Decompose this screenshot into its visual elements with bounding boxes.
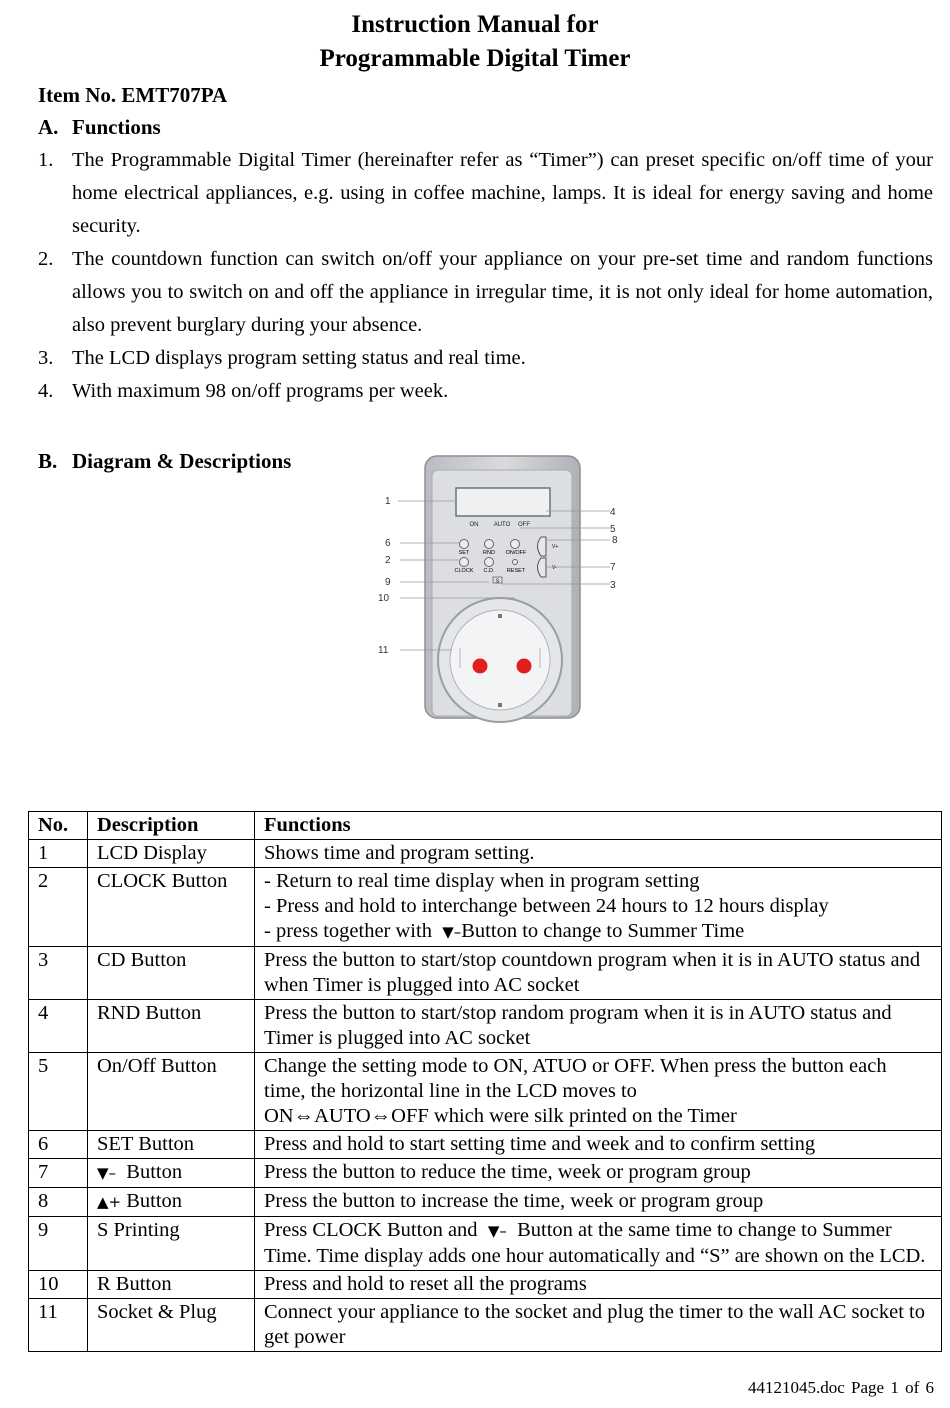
cell-no: 1 bbox=[29, 840, 88, 868]
cell-description bbox=[88, 1159, 255, 1188]
onoff-button-icon bbox=[511, 540, 520, 549]
line-text: Button to change to Summer Time bbox=[461, 920, 745, 942]
callout-11: 11 bbox=[378, 645, 389, 656]
cell-functions: Press the button to start/stop countdown program when it is in AUTO status and when Timer is plugged into AC socket bbox=[255, 947, 942, 1000]
table-row bbox=[29, 1159, 942, 1188]
function-text: The Programmable Digital Timer (hereinafter refer as “Timer”) can preset specific on/off time of your home electrical appliances, e.g. using in coffee machine, lamps. It is ideal for energy saving and home security. bbox=[72, 149, 933, 237]
cd-button-icon bbox=[485, 558, 494, 567]
title-line-2: Programmable Digital Timer bbox=[319, 45, 631, 72]
cell-description: On/Off Button bbox=[88, 1053, 255, 1131]
lcd-label-auto: AUTO bbox=[493, 522, 511, 528]
callout-1: 1 bbox=[385, 496, 391, 507]
function-number: 2. bbox=[38, 248, 54, 270]
cell-no: 2 bbox=[29, 868, 88, 947]
up-plus-icon: ▲+ bbox=[97, 1193, 122, 1211]
description-text: Button bbox=[126, 1161, 183, 1183]
function-number: 3. bbox=[38, 347, 54, 369]
up-button-icon bbox=[538, 537, 547, 556]
description-table bbox=[28, 811, 942, 1352]
line-text: Press CLOCK Button and bbox=[264, 1219, 478, 1241]
callout-5: 5 bbox=[610, 524, 616, 535]
lcd-label-off: OFF bbox=[518, 522, 530, 528]
cell-functions: Connect your appliance to the socket and plug the timer to the wall AC socket to get power bbox=[255, 1299, 942, 1352]
section-b-letter: B. bbox=[38, 449, 58, 473]
socket-pin-right-icon bbox=[517, 659, 532, 674]
function-item-3 bbox=[38, 342, 933, 375]
function-text: The LCD displays program setting status and real time. bbox=[72, 347, 526, 369]
header-no: No. bbox=[29, 812, 88, 840]
cell-functions bbox=[255, 840, 942, 868]
section-a-letter: A. bbox=[38, 115, 59, 139]
cell-no: 3 bbox=[29, 947, 88, 1000]
cell-description: CLOCK Button bbox=[88, 868, 255, 947]
v-down-label: V- bbox=[552, 565, 557, 571]
description-text: Button bbox=[126, 1190, 183, 1212]
function-line: ON⇔AUTO⇔OFF which were silk printed on the Timer bbox=[264, 1105, 737, 1127]
callout-6: 6 bbox=[385, 538, 391, 549]
cell-no: 4 bbox=[29, 1000, 88, 1053]
cell-description: Socket & Plug bbox=[88, 1299, 255, 1352]
header-functions: Functions bbox=[255, 812, 942, 840]
earth-clip-top bbox=[498, 614, 502, 618]
cell-functions bbox=[255, 1217, 942, 1271]
callout-9: 9 bbox=[385, 577, 391, 588]
callout-3: 3 bbox=[610, 580, 616, 591]
timer-diagram bbox=[370, 450, 640, 725]
lcd-label-on: ON bbox=[469, 522, 479, 528]
v-up-label: V+ bbox=[552, 544, 559, 550]
cell-no: 8 bbox=[29, 1188, 88, 1217]
table-row bbox=[29, 840, 942, 868]
cell-no: 10 bbox=[29, 1271, 88, 1299]
function-item-1 bbox=[38, 144, 933, 243]
cell-no: 7 bbox=[29, 1159, 88, 1188]
table-header-row bbox=[29, 812, 942, 840]
callout-4: 4 bbox=[610, 507, 616, 518]
clock-label: CLOCK bbox=[454, 568, 474, 574]
cd-label: C.D. bbox=[483, 568, 495, 574]
title-line-1: Instruction Manual for bbox=[351, 11, 599, 38]
rnd-button-icon bbox=[485, 540, 494, 549]
function-line: - Return to real time display when in program setting bbox=[264, 870, 700, 892]
set-button-icon bbox=[460, 540, 469, 549]
callout-2: 2 bbox=[385, 555, 391, 566]
cell-description: LCD Display bbox=[88, 840, 255, 868]
cell-description bbox=[88, 1188, 255, 1217]
function-number: 1. bbox=[38, 149, 54, 171]
cell-no: 11 bbox=[29, 1299, 88, 1352]
item-number: Item No. EMT707PA bbox=[38, 83, 228, 107]
function-text: With maximum 98 on/off programs per week. bbox=[72, 380, 449, 402]
function-line: - Press and hold to interchange between 24 hours to 12 hours display bbox=[264, 895, 829, 917]
function-item-4 bbox=[38, 375, 933, 408]
functions-list bbox=[38, 144, 933, 408]
cell-functions bbox=[255, 868, 942, 947]
table-row bbox=[29, 1188, 942, 1217]
cell-no: 6 bbox=[29, 1131, 88, 1159]
page-footer: 44121045.doc Page 1 of 6 bbox=[747, 1378, 934, 1397]
section-b-title: Diagram & Descriptions bbox=[72, 449, 292, 473]
callout-8: 8 bbox=[612, 535, 618, 546]
callout-10: 10 bbox=[378, 593, 390, 604]
function-number: 4. bbox=[38, 380, 54, 402]
cell-description: CD Button bbox=[88, 947, 255, 1000]
function-line: Change the setting mode to ON, ATUO or OFF. When press the button each time, the horizontal line in the LCD moves to bbox=[264, 1055, 887, 1102]
reset-label: RESET bbox=[506, 568, 526, 574]
reset-button-icon bbox=[513, 560, 518, 565]
table-row bbox=[29, 1299, 942, 1352]
s-label: S bbox=[495, 578, 500, 585]
socket-inner bbox=[450, 610, 550, 710]
callout-7: 7 bbox=[610, 562, 616, 573]
table-row bbox=[29, 1000, 942, 1053]
cell-description: R Button bbox=[88, 1271, 255, 1299]
down-minus-icon: ▼– bbox=[97, 1164, 117, 1182]
function-item-2 bbox=[38, 243, 933, 342]
table-row bbox=[29, 1271, 942, 1299]
section-b-heading bbox=[38, 445, 291, 478]
down-button-icon bbox=[538, 558, 547, 577]
cell-description: S Printing bbox=[88, 1217, 255, 1271]
lcd-screen bbox=[456, 488, 550, 516]
table-row bbox=[29, 1053, 942, 1131]
onoff-label: ON/OFF bbox=[505, 550, 527, 556]
function-line bbox=[264, 919, 932, 945]
cell-functions: Press and hold to start setting time and week and to confirm setting bbox=[255, 1131, 942, 1159]
line-text: - press together with bbox=[264, 920, 432, 942]
cell-no: 9 bbox=[29, 1217, 88, 1271]
table-row bbox=[29, 868, 942, 947]
down-minus-icon: ▼– bbox=[442, 923, 462, 941]
cell-functions: Press the button to reduce the time, week or program group bbox=[255, 1159, 942, 1188]
function-line: Shows time and program setting. bbox=[264, 842, 535, 864]
cell-functions: Press the button to start/stop random program when it is in AUTO status and Timer is plugged into AC socket bbox=[255, 1000, 942, 1053]
table-row bbox=[29, 947, 942, 1000]
set-label: SET bbox=[458, 550, 470, 556]
down-minus-icon: ▼– bbox=[487, 1222, 507, 1240]
rnd-label: RND bbox=[483, 550, 495, 556]
earth-clip-bottom bbox=[498, 703, 502, 707]
table-row bbox=[29, 1217, 942, 1271]
cell-no: 5 bbox=[29, 1053, 88, 1131]
cell-description: RND Button bbox=[88, 1000, 255, 1053]
clock-button-icon bbox=[460, 558, 469, 567]
function-text: The countdown function can switch on/off your appliance on your pre-set time and random functions allows you to switch on and off the appliance in irregular time, it is not only ideal for home automation, also prevent burglary during your absence. bbox=[72, 248, 933, 336]
cell-description: SET Button bbox=[88, 1131, 255, 1159]
socket-pin-left-icon bbox=[473, 659, 488, 674]
table-row bbox=[29, 1131, 942, 1159]
section-a-title: Functions bbox=[72, 115, 161, 139]
cell-functions bbox=[255, 1053, 942, 1131]
cell-functions: Press the button to increase the time, week or program group bbox=[255, 1188, 942, 1217]
header-description: Description bbox=[88, 812, 255, 840]
page-title bbox=[0, 8, 950, 76]
cell-functions: Press and hold to reset all the programs bbox=[255, 1271, 942, 1299]
section-a-heading bbox=[38, 111, 161, 144]
line-text: Button at the same time to change to Summer Time. Time display adds one hour automatically and “S” are shown on the LCD. bbox=[264, 1219, 926, 1267]
